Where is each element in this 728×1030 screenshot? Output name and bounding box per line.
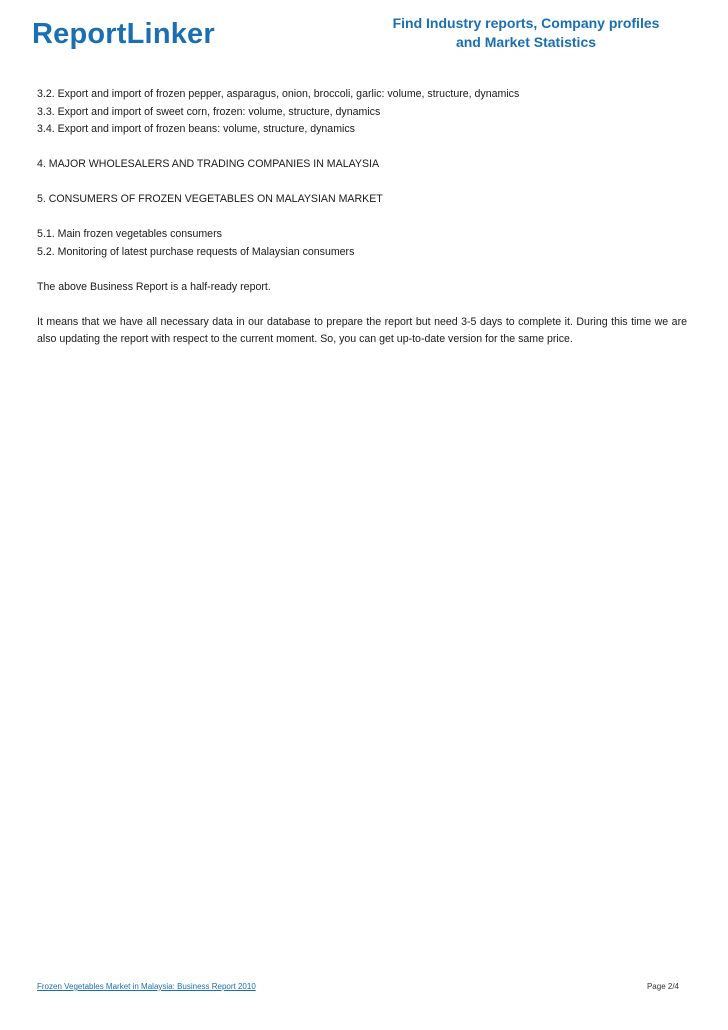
header-tagline	[378, 14, 674, 52]
report-content	[37, 86, 687, 349]
toc-item-3-4: 3.4. Export and import of frozen beans: volume, structure, dynamics	[37, 123, 355, 135]
spacer	[37, 209, 687, 227]
toc-item-3-2: 3.2. Export and import of frozen pepper, asparagus, onion, broccoli, garlic: volume, structure, dynamics	[37, 88, 520, 100]
spacer	[37, 261, 687, 279]
tagline-line-1: Find Industry reports, Company profiles	[392, 15, 660, 31]
explanation-paragraph: It means that we have all necessary data in our database to prepare the report but need 3-5 days to complete it. During this time we are also updating the report with respect to the current moment. So, you can get up-to-date version for the same price.	[37, 315, 687, 345]
page-header	[0, 0, 728, 70]
half-ready-note: The above Business Report is a half-ready report.	[37, 280, 271, 293]
toc-item-5-1: 5.1. Main frozen vegetables consumers	[37, 228, 222, 240]
footer-report-link[interactable]: Frozen Vegetables Market in Malaysia: Business Report 2010	[37, 982, 256, 991]
section-4-heading: 4. MAJOR WHOLESALERS AND TRADING COMPANIES IN MALAYSIA	[37, 158, 380, 170]
tagline-line-2: and Market Statistics	[455, 34, 597, 50]
spacer	[37, 296, 687, 314]
page-number: Page 2/4	[646, 982, 679, 991]
section-5-heading: 5. CONSUMERS OF FROZEN VEGETABLES ON MALAYSIAN MARKET	[37, 193, 383, 205]
toc-item-3-3: 3.3. Export and import of sweet corn, frozen: volume, structure, dynamics	[37, 105, 381, 118]
toc-item-5-2: 5.2. Monitoring of latest purchase requests of Malaysian consumers	[37, 245, 355, 258]
reportlinker-logo[interactable]: ReportLinker	[32, 18, 215, 50]
page-footer	[37, 980, 679, 994]
